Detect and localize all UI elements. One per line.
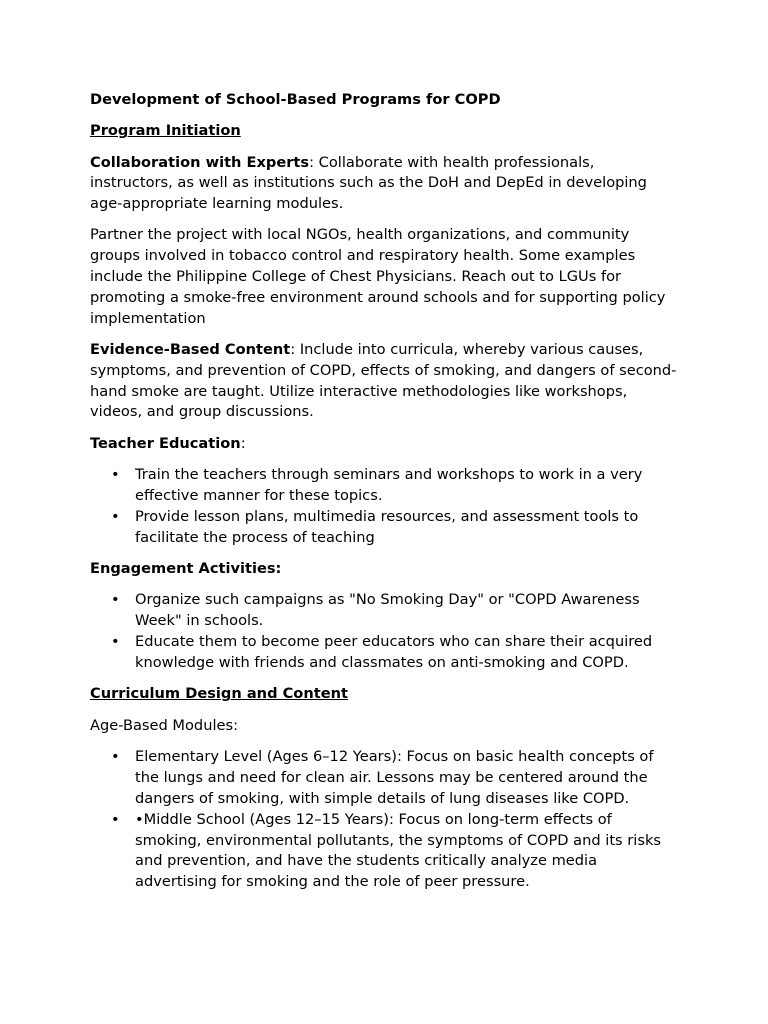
teacher-education-list	[90, 465, 680, 549]
list-item	[90, 632, 680, 674]
list-item-text: Train the teachers through seminars and workshops to work in a very effective manner for these topics.	[135, 465, 643, 504]
list-item	[90, 465, 680, 507]
paragraph-partner: Partner the project with local NGOs, health organizations, and community groups involved in tobacco control and respiratory health. Some examples include the Philippine College of Chest Physicians. Reach out to LGUs for promoting a smoke-free environment around schools and for supporting policy implementation	[90, 226, 666, 327]
list-item	[90, 507, 680, 549]
evidence-label: Evidence-Based Content	[90, 340, 291, 358]
paragraph-collaboration	[90, 153, 680, 215]
teacher-education-suffix: :	[240, 434, 246, 452]
list-item-text: Educate them to become peer educators who can share their acquired knowledge with friends and classmates on anti-smoking and COPD.	[135, 633, 653, 672]
list-item	[90, 590, 680, 632]
document-title: Development of School-Based Programs for COPD	[90, 91, 501, 108]
age-based-modules-label: Age-Based Modules:	[90, 716, 238, 734]
age-based-modules-list	[90, 747, 680, 893]
bullet-icon: •	[111, 748, 120, 765]
section-heading-program-initiation: Program Initiation	[90, 122, 241, 140]
engagement-activities-list	[90, 590, 680, 674]
list-item	[90, 747, 680, 809]
list-item-text: •Middle School (Ages 12–15 Years): Focus on long-term effects of smoking, environmental pollutants, the symptoms of COPD and its risks and prevention, and have the students critically analyze media advertising for smoking and the role of peer pressure.	[135, 810, 661, 891]
bullet-icon: •	[111, 591, 120, 609]
bullet-icon: •	[111, 810, 120, 828]
bullet-icon: •	[111, 465, 120, 483]
document-page	[90, 90, 680, 903]
list-item-text: Organize such campaigns as "No Smoking Day" or "COPD Awareness Week" in schools.	[135, 591, 640, 630]
paragraph-evidence	[90, 340, 680, 423]
list-item-text: Provide lesson plans, multimedia resources, and assessment tools to facilitate the process of teaching	[135, 507, 639, 546]
bullet-icon: •	[111, 633, 120, 651]
collaboration-label: Collaboration with Experts	[90, 153, 310, 171]
list-item-text: Elementary Level (Ages 6–12 Years): Focus on basic health concepts of the lungs and need for clean air. Lessons may be centered around the dangers of smoking, with simple details of lung diseases like COPD.	[135, 748, 654, 807]
bullet-icon: •	[111, 507, 120, 525]
section-heading-curriculum: Curriculum Design and Content	[90, 685, 348, 703]
teacher-education-label: Teacher Education	[90, 434, 241, 452]
collaboration-text: : Collaborate with health professionals, instructors, as well as institutions such as the DoH and DepEd in developing age-appropriate learning modules.	[90, 153, 647, 213]
engagement-activities-label: Engagement Activities:	[90, 560, 282, 578]
list-item	[90, 810, 680, 893]
paragraph-teacher-education	[90, 434, 680, 455]
evidence-text: : Include into curricula, whereby various causes, symptoms, and prevention of COPD, effects of smoking, and dangers of second-hand smoke are taught. Utilize interactive methodologies like workshops, videos, and group discussions.	[90, 340, 677, 421]
